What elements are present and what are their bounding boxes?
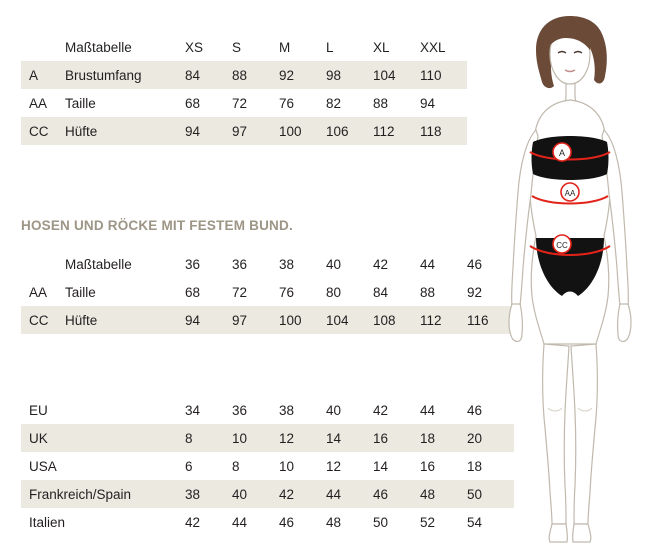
cell-value: 104 bbox=[373, 61, 420, 89]
cell-value: 104 bbox=[326, 306, 373, 334]
cell-value: 50 bbox=[373, 508, 420, 536]
row-label: Italien bbox=[21, 508, 185, 536]
header-cell: L bbox=[326, 33, 373, 61]
cell-value: 72 bbox=[232, 278, 279, 306]
cell-value: 76 bbox=[279, 89, 326, 117]
header-cell: EU bbox=[21, 396, 185, 424]
marker-aa bbox=[561, 183, 579, 201]
cell-value: 54 bbox=[467, 508, 514, 536]
cell-value: 40 bbox=[232, 480, 279, 508]
row-label: Hüfte bbox=[65, 306, 185, 334]
cell-value: 84 bbox=[185, 61, 232, 89]
cell-value: 16 bbox=[420, 452, 467, 480]
row-code: CC bbox=[21, 117, 65, 145]
cell-value: 80 bbox=[326, 278, 373, 306]
cell-value: 68 bbox=[185, 89, 232, 117]
cell-value: 48 bbox=[326, 508, 373, 536]
header-cell: XL bbox=[373, 33, 420, 61]
table-row bbox=[21, 89, 467, 117]
header-cell: Maßtabelle bbox=[65, 33, 185, 61]
cell-value: 10 bbox=[232, 424, 279, 452]
header-cell: 40 bbox=[326, 396, 373, 424]
row-label: Taille bbox=[65, 89, 185, 117]
row-label: Hüfte bbox=[65, 117, 185, 145]
cell-value: 76 bbox=[279, 278, 326, 306]
table-row bbox=[21, 480, 514, 508]
header-cell: 46 bbox=[467, 396, 514, 424]
header-cell bbox=[21, 250, 65, 278]
row-label: Taille bbox=[65, 278, 185, 306]
table-row bbox=[21, 306, 514, 334]
header-cell: 46 bbox=[467, 250, 514, 278]
header-cell: 40 bbox=[326, 250, 373, 278]
cell-value: 100 bbox=[279, 306, 326, 334]
cell-value: 88 bbox=[373, 89, 420, 117]
cell-value: 112 bbox=[373, 117, 420, 145]
cell-value: 8 bbox=[232, 452, 279, 480]
cell-value: 98 bbox=[326, 61, 373, 89]
head-group bbox=[536, 16, 607, 88]
cell-value: 44 bbox=[232, 508, 279, 536]
cell-value: 44 bbox=[326, 480, 373, 508]
header-cell: 38 bbox=[279, 396, 326, 424]
cell-value: 14 bbox=[373, 452, 420, 480]
cell-value: 12 bbox=[279, 424, 326, 452]
cell-value: 18 bbox=[420, 424, 467, 452]
cell-value: 100 bbox=[279, 117, 326, 145]
female-body-measurement-figure bbox=[470, 0, 671, 557]
cell-value: 94 bbox=[185, 306, 232, 334]
cell-value: 110 bbox=[420, 61, 467, 89]
cell-value: 88 bbox=[420, 278, 467, 306]
header-cell: 36 bbox=[232, 396, 279, 424]
section-title-trousers-skirts: HOSEN UND RÖCKE MIT FESTEM BUND. bbox=[21, 218, 293, 233]
cell-value: 106 bbox=[326, 117, 373, 145]
cell-value: 52 bbox=[420, 508, 467, 536]
cell-value: 94 bbox=[185, 117, 232, 145]
cell-value: 38 bbox=[185, 480, 232, 508]
cell-value: 82 bbox=[326, 89, 373, 117]
header-cell: XS bbox=[185, 33, 232, 61]
cell-value: 48 bbox=[420, 480, 467, 508]
cell-value: 20 bbox=[467, 424, 514, 452]
cell-value: 8 bbox=[185, 424, 232, 452]
cell-value: 46 bbox=[279, 508, 326, 536]
header-cell: 42 bbox=[373, 250, 420, 278]
table-row bbox=[21, 424, 514, 452]
header-cell bbox=[21, 33, 65, 61]
marker-cc bbox=[553, 235, 571, 253]
cell-value: 112 bbox=[420, 306, 467, 334]
table-row bbox=[21, 278, 514, 306]
table-header-row bbox=[21, 396, 514, 424]
row-code: A bbox=[21, 61, 65, 89]
row-code: CC bbox=[21, 306, 65, 334]
cell-value: 50 bbox=[467, 480, 514, 508]
cell-value: 6 bbox=[185, 452, 232, 480]
table-row bbox=[21, 508, 514, 536]
cell-value: 108 bbox=[373, 306, 420, 334]
header-cell: 38 bbox=[279, 250, 326, 278]
cell-value: 12 bbox=[326, 452, 373, 480]
cell-value: 118 bbox=[420, 117, 467, 145]
header-cell: XXL bbox=[420, 33, 467, 61]
row-code: AA bbox=[21, 278, 65, 306]
table-row bbox=[21, 452, 514, 480]
header-cell: 34 bbox=[185, 396, 232, 424]
cell-value: 14 bbox=[326, 424, 373, 452]
cell-value: 84 bbox=[373, 278, 420, 306]
cell-value: 46 bbox=[373, 480, 420, 508]
row-label: Frankreich/Spain bbox=[21, 480, 185, 508]
header-cell: S bbox=[232, 33, 279, 61]
cell-value: 18 bbox=[467, 452, 514, 480]
header-cell: 42 bbox=[373, 396, 420, 424]
row-label: USA bbox=[21, 452, 185, 480]
cell-value: 88 bbox=[232, 61, 279, 89]
table-header-row bbox=[21, 250, 514, 278]
table-header-row bbox=[21, 33, 467, 61]
header-cell: 36 bbox=[232, 250, 279, 278]
cell-value: 16 bbox=[373, 424, 420, 452]
table-row bbox=[21, 61, 467, 89]
cell-value: 72 bbox=[232, 89, 279, 117]
cell-value: 42 bbox=[185, 508, 232, 536]
header-cell: Maßtabelle bbox=[65, 250, 185, 278]
row-label: UK bbox=[21, 424, 185, 452]
cell-value: 97 bbox=[232, 306, 279, 334]
marker-cc-label: CC bbox=[556, 241, 568, 250]
cell-value: 97 bbox=[232, 117, 279, 145]
cell-value: 116 bbox=[467, 306, 514, 334]
cell-value: 92 bbox=[279, 61, 326, 89]
cell-value: 92 bbox=[467, 278, 514, 306]
marker-aa-label: AA bbox=[564, 189, 576, 198]
table-trousers-skirts bbox=[21, 250, 514, 334]
table-bust-waist-hip bbox=[21, 33, 467, 145]
marker-a bbox=[553, 143, 571, 161]
header-cell: 44 bbox=[420, 250, 467, 278]
table-international-sizes bbox=[21, 396, 514, 536]
header-cell: 44 bbox=[420, 396, 467, 424]
marker-a-label: A bbox=[558, 148, 566, 158]
header-cell: 36 bbox=[185, 250, 232, 278]
cell-value: 42 bbox=[279, 480, 326, 508]
row-label: Brustumfang bbox=[65, 61, 185, 89]
header-cell: M bbox=[279, 33, 326, 61]
cell-value: 68 bbox=[185, 278, 232, 306]
row-code: AA bbox=[21, 89, 65, 117]
cell-value: 10 bbox=[279, 452, 326, 480]
cell-value: 94 bbox=[420, 89, 467, 117]
table-row bbox=[21, 117, 467, 145]
